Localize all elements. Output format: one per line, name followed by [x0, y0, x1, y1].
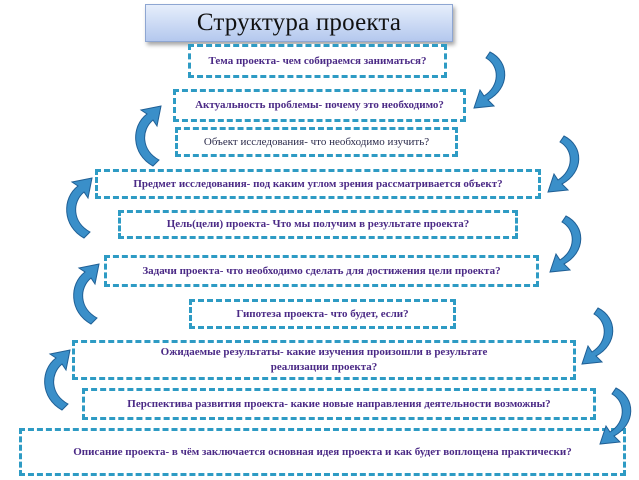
curved-arrow-icon	[598, 386, 638, 448]
curved-arrow-icon	[36, 348, 76, 412]
curved-arrow-icon	[65, 262, 105, 326]
step-expected-results: Ожидаемые результаты- какие изучения произошли в результате реализации проекта?	[72, 340, 576, 380]
step-relevance: Актуальность проблемы- почему это необходимо?	[173, 89, 466, 122]
page-title: Структура проекта	[145, 4, 453, 42]
step-tasks: Задачи проекта- что необходимо сделать для достижения цели проекта?	[104, 255, 539, 287]
curved-arrow-icon	[58, 176, 98, 240]
step-perspective: Перспектива развития проекта- какие новые направления деятельности возможны?	[82, 388, 596, 420]
curved-arrow-icon	[580, 306, 620, 368]
step-subject: Предмет исследования- под каким углом зрения рассматривается объект?	[95, 169, 541, 199]
step-description: Описание проекта- в чём заключается основная идея проекта и как будет воплощена практически?	[19, 428, 626, 476]
curved-arrow-icon	[546, 134, 586, 196]
curved-arrow-icon	[472, 50, 512, 112]
step-topic: Тема проекта- чем собираемся заниматься?	[188, 44, 447, 78]
curved-arrow-icon	[548, 214, 588, 276]
curved-arrow-icon	[127, 104, 167, 168]
step-hypothesis: Гипотеза проекта- что будет, если?	[189, 299, 456, 329]
step-object: Объект исследования- что необходимо изучить?	[175, 127, 458, 157]
step-goal: Цель(цели) проекта- Что мы получим в результате проекта?	[118, 210, 518, 239]
